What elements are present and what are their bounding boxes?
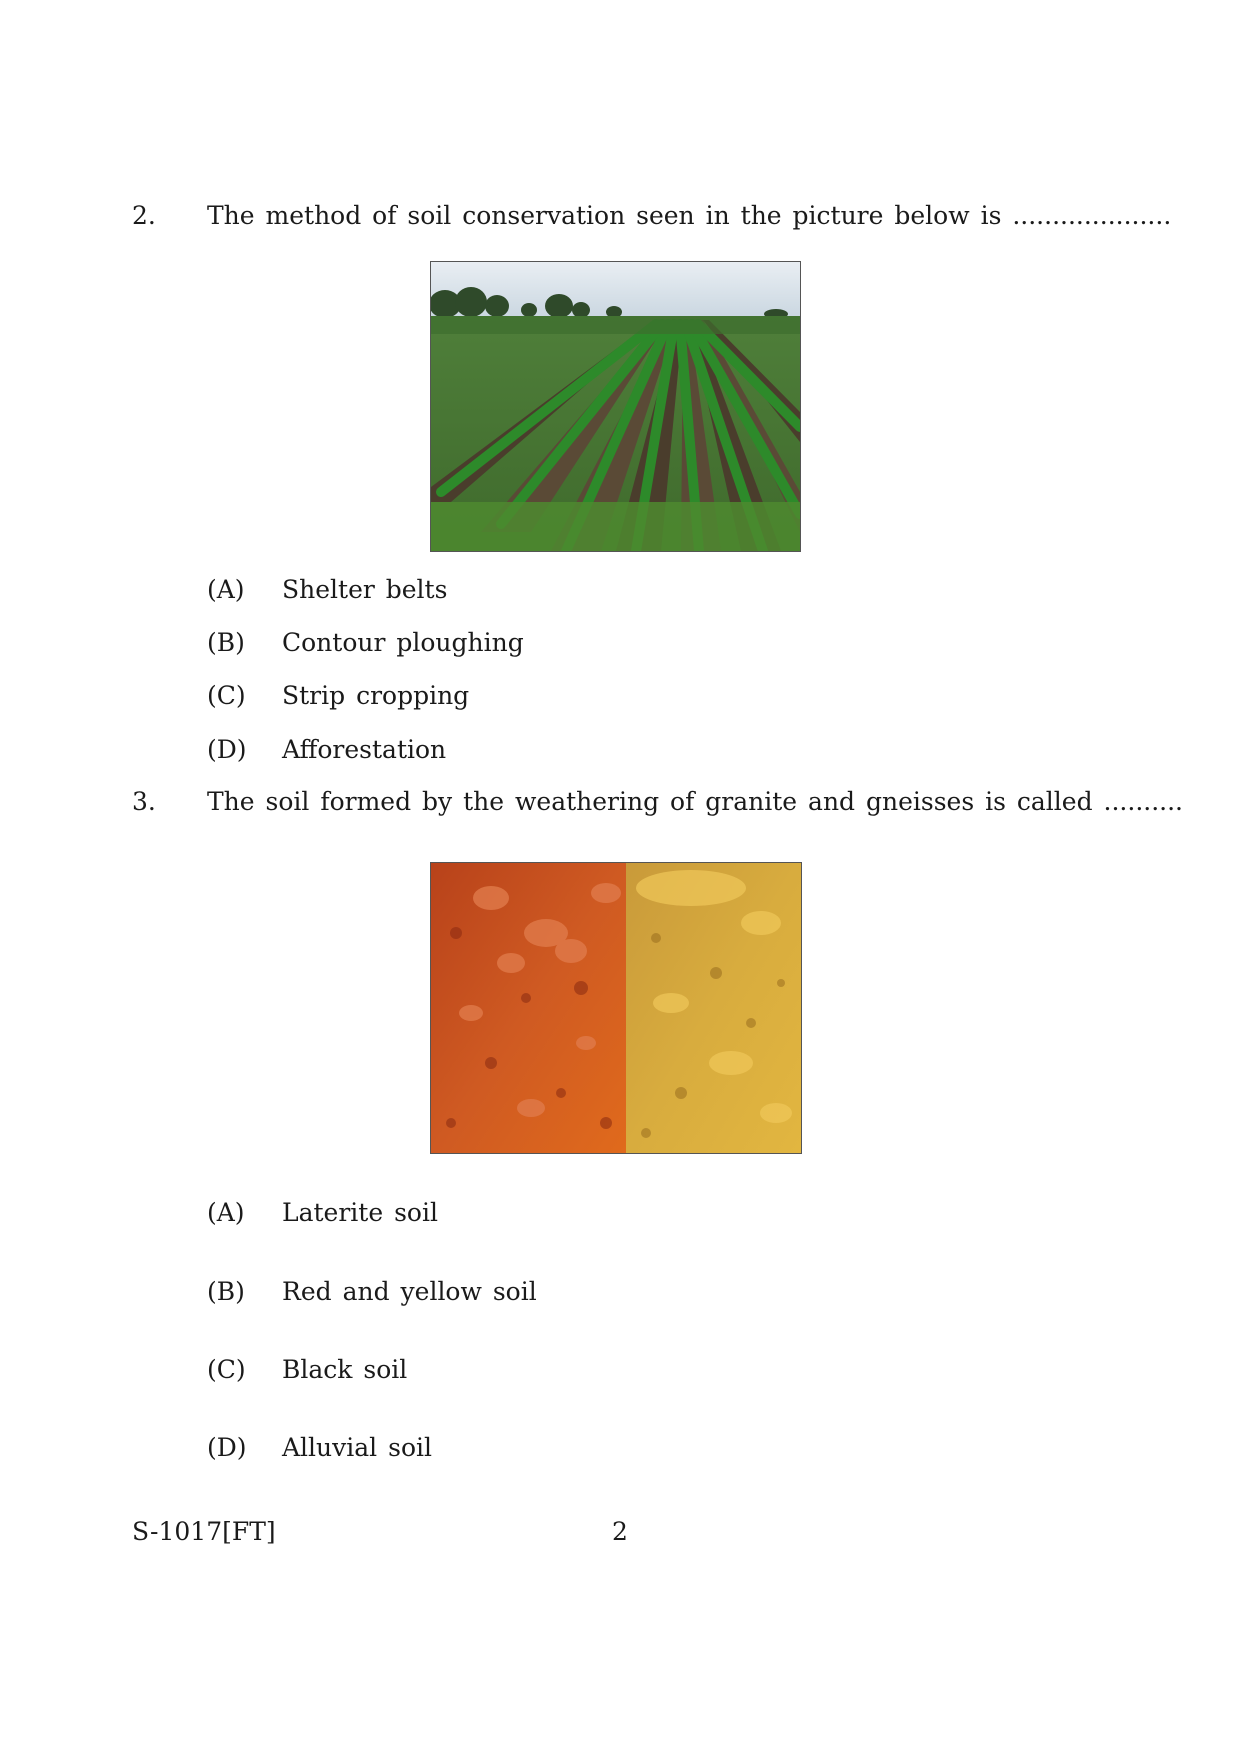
option-text: Afforestation [282,735,447,764]
red-yellow-soil-photo [430,862,802,1154]
option-label: (D) [207,1433,247,1462]
crop-field-rows-photo [430,261,801,552]
option-label: (A) [207,575,245,604]
option-label: (D) [207,735,247,764]
question-text: The method of soil conservation seen in the picture below is .................... [207,201,1172,230]
soil-illustration [431,863,801,1153]
option-text: Black soil [282,1355,408,1384]
option-text: Shelter belts [282,575,448,604]
option-label: (C) [207,1355,246,1384]
option-text: Strip cropping [282,681,470,710]
question-number: 2. [132,201,156,230]
option-label: (A) [207,1198,245,1227]
paper-code: S-1017[FT] [132,1517,276,1546]
field-illustration [431,262,800,551]
question-number: 3. [132,787,156,816]
option-label: (B) [207,1277,245,1306]
page-number: 2 [612,1517,628,1546]
option-text: Red and yellow soil [282,1277,537,1306]
option-label: (B) [207,628,245,657]
option-label: (C) [207,681,246,710]
question-text: The soil formed by the weathering of granite and gneisses is called .......... [207,787,1184,816]
option-text: Laterite soil [282,1198,438,1227]
option-text: Contour ploughing [282,628,524,657]
option-text: Alluvial soil [282,1433,432,1462]
